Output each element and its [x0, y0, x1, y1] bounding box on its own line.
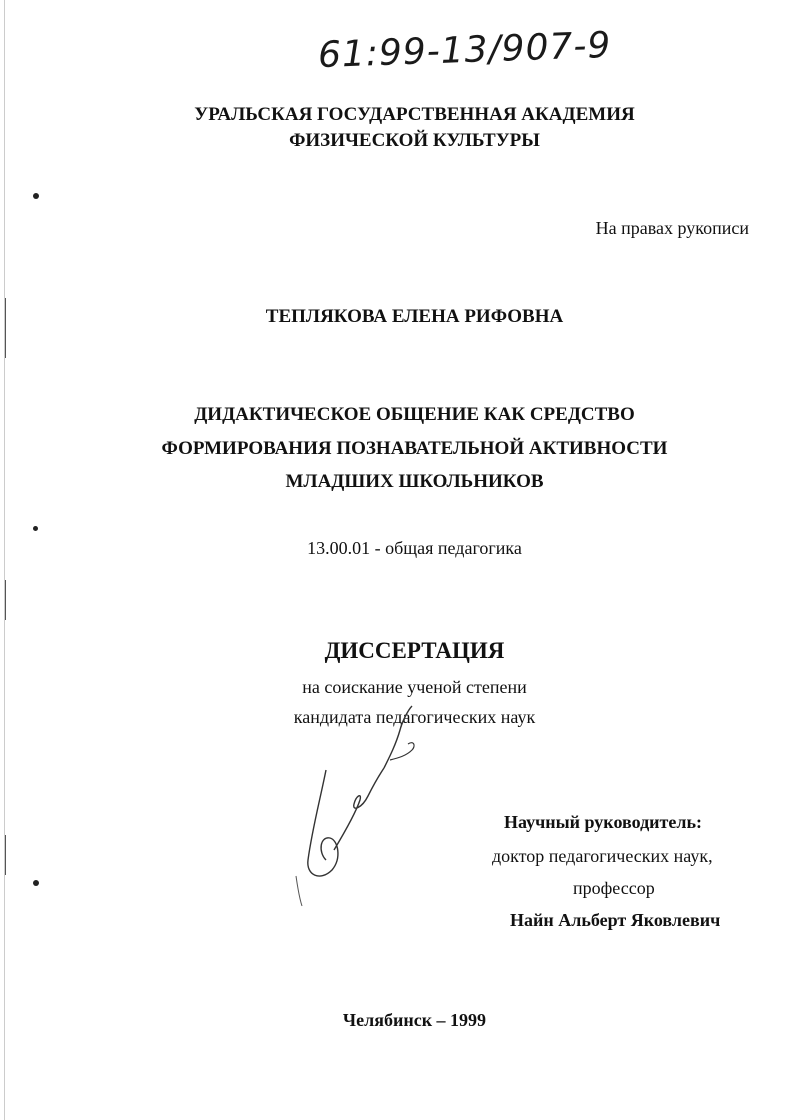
work-type: ДИССЕРТАЦИЯ: [324, 638, 505, 663]
degree-line-1: на соискание ученой степени: [302, 677, 527, 697]
scan-mark: [5, 580, 6, 620]
title-line-1: ДИДАКТИЧЕСКОЕ ОБЩЕНИЕ КАК СРЕДСТВО: [194, 404, 635, 425]
handwritten-signature: [290, 700, 430, 910]
scan-dot: [33, 193, 39, 199]
supervisor-heading: Научный руководитель:: [504, 812, 702, 832]
author-name: ТЕПЛЯКОВА ЕЛЕНА РИФОВНА: [265, 306, 564, 327]
title-line-3: МЛАДШИХ ШКОЛЬНИКОВ: [285, 471, 544, 492]
manuscript-note: На правах рукописи: [595, 218, 749, 238]
scan-dot: [33, 880, 39, 886]
institution-line-1: УРАЛЬСКАЯ ГОСУДАРСТВЕННАЯ АКАДЕМИЯ: [194, 104, 635, 125]
archive-number: 61:99-13/907-9: [317, 24, 612, 77]
supervisor-degree: доктор педагогических наук,: [492, 846, 713, 866]
degree-line-2: кандидата педагогических наук: [293, 707, 536, 727]
place-year: Челябинск – 1999: [342, 1010, 487, 1030]
scan-mark: [5, 835, 6, 875]
supervisor-rank: профессор: [573, 878, 655, 898]
scan-dot: [33, 526, 38, 531]
institution-line-2: ФИЗИЧЕСКОЙ КУЛЬТУРЫ: [289, 130, 540, 151]
specialty-code: 13.00.01 - общая педагогика: [307, 538, 522, 558]
scan-edge-line: [4, 0, 5, 1120]
title-line-2: ФОРМИРОВАНИЯ ПОЗНАВАТЕЛЬНОЙ АКТИВНОСТИ: [161, 438, 668, 459]
supervisor-name: Найн Альберт Яковлевич: [510, 910, 721, 930]
